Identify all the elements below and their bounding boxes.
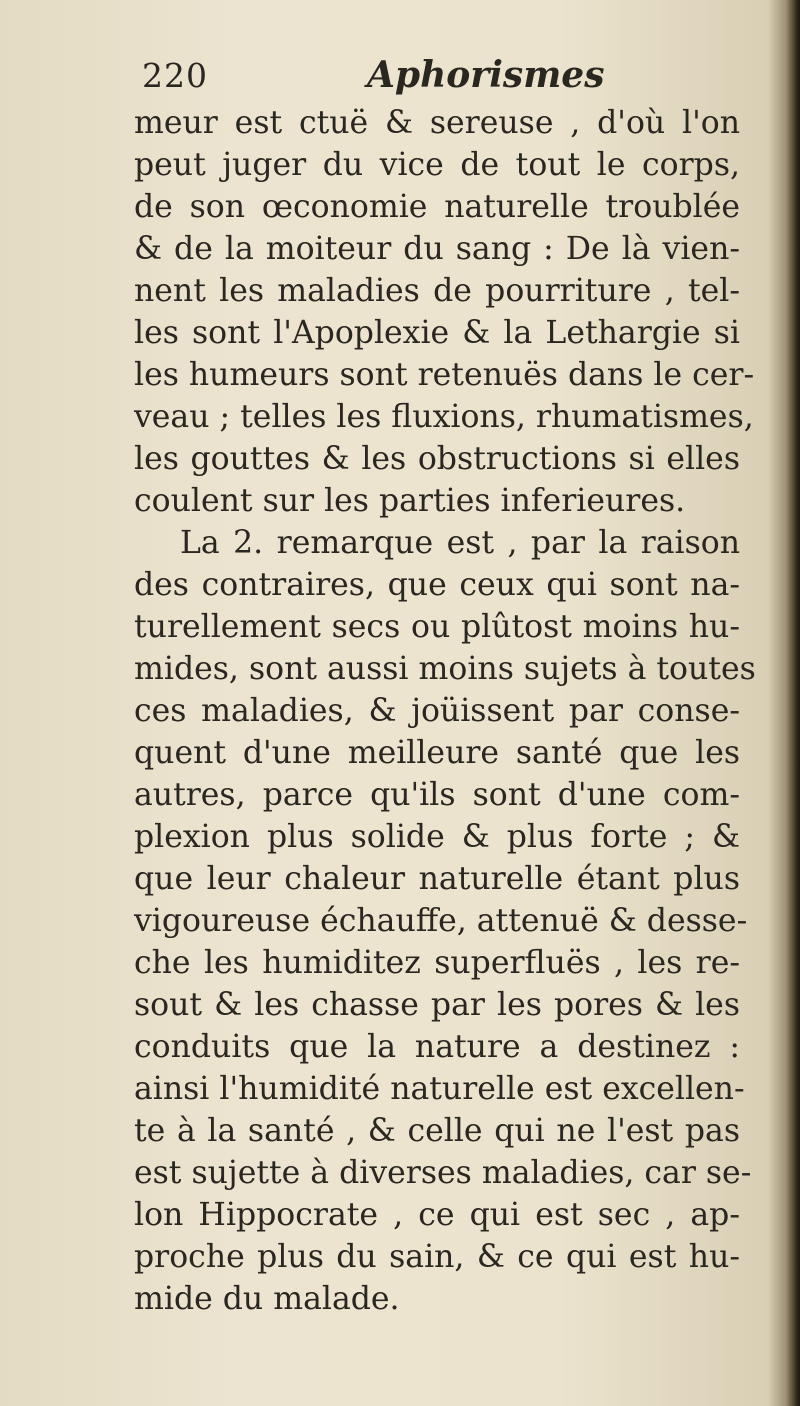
text-line: mide du malade.: [134, 1281, 400, 1317]
text-line: ces maladies, & joüissent par conse-: [134, 693, 740, 729]
text-line: mides, sont aussi moins sujets à toutes: [134, 651, 756, 687]
text-line: plexion plus solide & plus forte ; &: [134, 819, 740, 855]
text-line: La 2. remarque est , par la raison: [180, 525, 740, 561]
page-number: 220: [142, 56, 208, 95]
text-line: te à la santé , & celle qui ne l'est pas: [134, 1113, 740, 1149]
text-line: nent les maladies de pourriture , tel-: [134, 273, 740, 309]
text-line: les sont l'Apoplexie & la Lethargie si: [134, 315, 740, 351]
text-line: turellement secs ou plûtost moins hu-: [134, 609, 740, 645]
text-line: de son œconomie naturelle troublée: [134, 189, 740, 225]
text-line: ainsi l'humidité naturelle est excellen-: [134, 1071, 745, 1107]
text-line: sout & les chasse par les pores & les: [134, 987, 740, 1023]
text-line: conduits que la nature a destinez :: [134, 1029, 740, 1065]
text-line: coulent sur les parties inferieures.: [134, 483, 686, 519]
text-line: vigoureuse échauffe, attenuë & desse-: [134, 903, 748, 939]
text-line: les humeurs sont retenuës dans le cer-: [134, 357, 755, 393]
text-line: que leur chaleur naturelle étant plus: [134, 861, 740, 897]
text-line: meur est ctuë & sereuse , d'où l'on: [134, 105, 740, 141]
text-line: che les humiditez superfluës , les re-: [134, 945, 740, 981]
text-line: autres, parce qu'ils sont d'une com-: [134, 777, 740, 813]
text-line: veau ; telles les fluxions, rhumatismes,: [134, 399, 754, 435]
page-header: [142, 56, 742, 106]
text-line: & de la moiteur du sang : De là vien-: [134, 231, 740, 267]
text-line: peut juger du vice de tout le corps,: [134, 147, 740, 183]
text-line: est sujette à diverses maladies, car se-: [134, 1155, 752, 1191]
text-line: proche plus du sain, & ce qui est hu-: [134, 1239, 740, 1275]
text-line: des contraires, que ceux qui sont na-: [134, 567, 740, 603]
running-head: Aphorismes: [367, 54, 605, 96]
text-line: quent d'une meilleure santé que les: [134, 735, 740, 771]
text-line: lon Hippocrate , ce qui est sec , ap-: [134, 1197, 740, 1233]
body-text: [134, 102, 756, 1320]
text-line: les gouttes & les obstructions si elles: [134, 441, 740, 477]
